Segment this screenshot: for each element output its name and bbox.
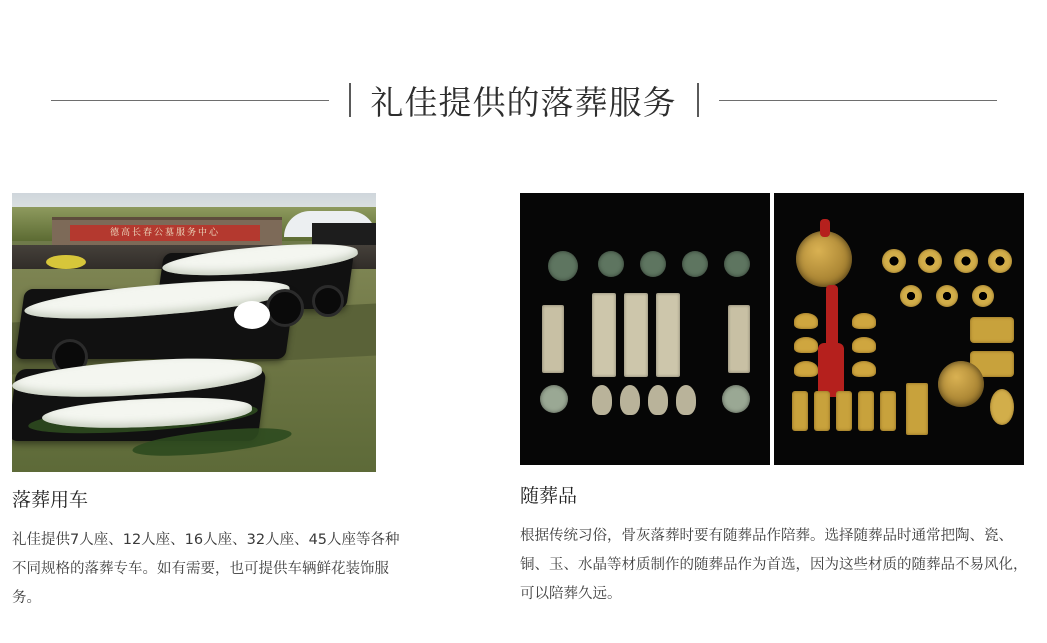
photo-flower-bow <box>234 301 270 329</box>
gold-ring-7 <box>972 285 994 307</box>
header-tick-right <box>697 83 699 117</box>
burial-goods-panel-left <box>520 193 770 465</box>
photo-wheel-3 <box>312 285 344 317</box>
jade-cone-4 <box>676 385 696 415</box>
gold-ingot-1 <box>794 313 818 329</box>
content-columns <box>0 193 1047 613</box>
section-burial-goods <box>520 193 1040 613</box>
gold-ring-6 <box>936 285 958 307</box>
hearse-photo <box>12 193 376 472</box>
gold-compass <box>938 361 984 407</box>
gold-ring-5 <box>900 285 922 307</box>
jade-cone-2 <box>620 385 640 415</box>
gold-ingot-3 <box>794 361 818 377</box>
gold-medallion <box>796 231 852 287</box>
header-rule-right <box>719 100 997 101</box>
jade-plaque-left <box>542 305 564 373</box>
page-title: 礼佳提供的落葬服务 <box>370 82 677 122</box>
gold-bar-1 <box>792 391 808 431</box>
gold-comb <box>906 383 928 435</box>
jade-disc-6 <box>540 385 568 413</box>
burial-goods-panel-right <box>774 193 1024 465</box>
gold-ingot-4 <box>852 313 876 329</box>
page-header <box>0 62 1047 138</box>
gold-bar-5 <box>880 391 896 431</box>
jade-disc-3 <box>640 251 666 277</box>
hearse-caption: 落葬用车 <box>12 489 89 511</box>
jade-disc-7 <box>722 385 750 413</box>
gold-ingot-2 <box>794 337 818 353</box>
gold-bar-3 <box>836 391 852 431</box>
gold-vessel <box>990 389 1014 425</box>
gold-ingot-5 <box>852 337 876 353</box>
jade-tablet-2 <box>624 293 648 377</box>
burial-goods-caption: 随葬品 <box>520 485 578 507</box>
photo-banner-text: 德高长春公墓服务中心 <box>109 228 220 238</box>
red-tassel-bottom <box>818 343 844 397</box>
jade-cone-1 <box>592 385 612 415</box>
gold-bar-2 <box>814 391 830 431</box>
jade-disc-5 <box>724 251 750 277</box>
gold-plate-1 <box>970 317 1014 343</box>
jade-cone-3 <box>648 385 668 415</box>
jade-tablet-3 <box>656 293 680 377</box>
section-hearse <box>12 193 512 613</box>
jade-disc-2 <box>598 251 624 277</box>
jade-tablet-1 <box>592 293 616 377</box>
photo-wheel-1 <box>266 289 304 327</box>
header-tick-left <box>349 83 351 117</box>
gold-ring-4 <box>988 249 1012 273</box>
jade-disc-1 <box>548 251 578 281</box>
red-tassel-top <box>820 219 830 237</box>
photo-banner <box>70 225 260 241</box>
jade-disc-4 <box>682 251 708 277</box>
jade-plaque-right <box>728 305 750 373</box>
gold-ring-3 <box>954 249 978 273</box>
gold-ingot-6 <box>852 361 876 377</box>
gold-bar-4 <box>858 391 874 431</box>
header-rule-left <box>51 100 329 101</box>
burial-goods-photo <box>520 193 1024 465</box>
burial-goods-body-text: 根据传统习俗，骨灰落葬时要有随葬品作陪葬。选择随葬品时通常把陶、瓷、铜、玉、水晶等材质制作的随葬品作为首选，因为这些材质的随葬品不易风化，可以陪葬久远。 <box>520 528 1028 602</box>
gold-ring-1 <box>882 249 906 273</box>
hearse-body-text: 礼佳提供7人座、12人座、16人座、32人座、45人座等各种不同规格的落葬专车。如有需要，也可提供车辆鲜花装饰服务。 <box>12 532 400 606</box>
gold-ring-2 <box>918 249 942 273</box>
photo-yellow-flowers <box>46 255 86 269</box>
